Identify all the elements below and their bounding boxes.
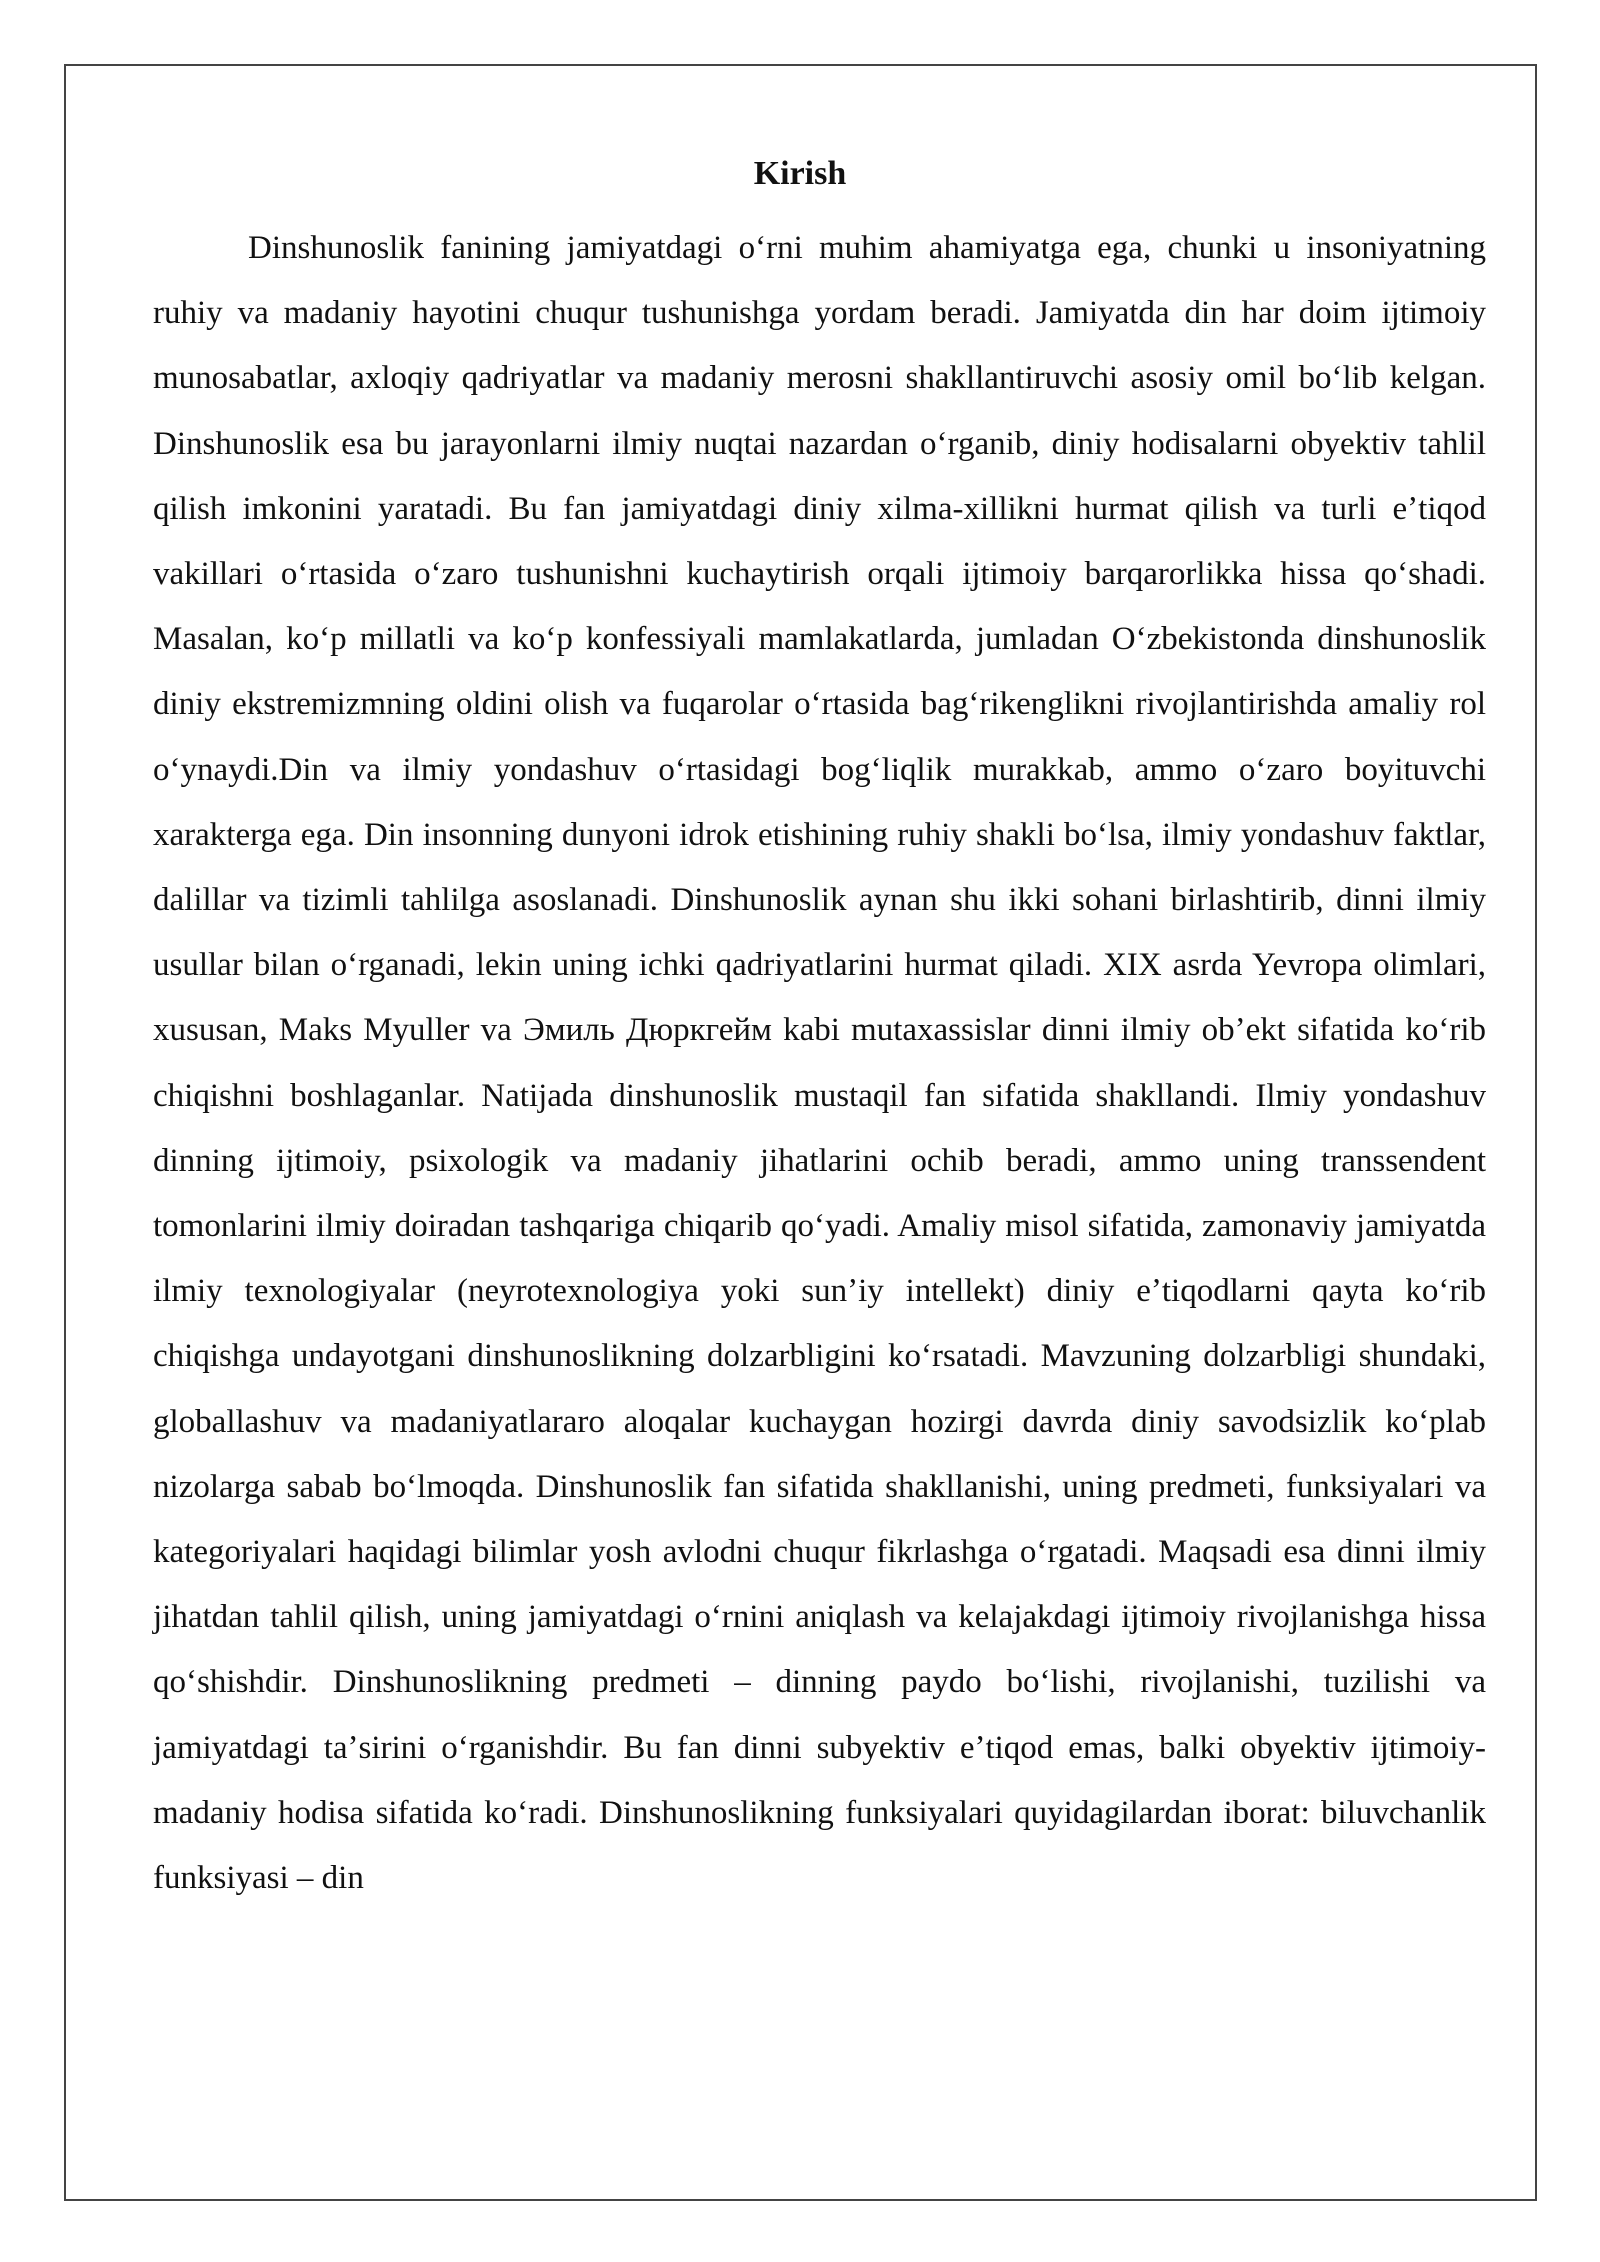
body-paragraph: Dinshunoslik fanining jamiyatdagi oʻrni muhim ahamiyatga ega, chunki u insoniyatning ruhiy va madaniy hayotini chuqur tushunishga yordam beradi. Jamiyatda din har doim ijtimoiy munosabatlar, axloqiy qadriyatlar va madaniy merosni shakllantiruvchi asosiy omil boʻlib kelgan. Dinshunoslik esa bu jarayonlarni ilmiy nuqtai nazardan oʻrganib, diniy hodisalarni obyektiv tahlil qilish imkonini yaratadi. Bu fan jamiyatdagi diniy xilma-xillikni hurmat qilish va turli eʼtiqod vakillari oʻrtasida oʻzaro tushunishni kuchaytirish orqali ijtimoiy barqarorlikka hissa qoʻshadi. Masalan, koʻp millatli va koʻp konfessiyali mamlakatlarda, jumladan Oʻzbekistonda dinshunoslik diniy ekstremizmning oldini olish va fuqarolar oʻrtasida bagʻrikenglikni rivojlantirishda amaliy rol oʻynaydi.Din va ilmiy yondashuv oʻrtasidagi bogʻliqlik murakkab, ammo oʻzaro boyituvchi xarakterga ega. Din insonning dunyoni idrok etishining ruhiy shakli boʻlsa, ilmiy yondashuv faktlar, dalillar va tizimli tahlilga asoslanadi. Dinshunoslik aynan shu ikki sohani birlashtirib, dinni ilmiy usullar bilan oʻrganadi, lekin uning ichki qadriyatlarini hurmat qiladi. XIX asrda Yevropa olimlari, xususan, Maks Myuller va Эмиль Дюркгейм kabi mutaxassislar dinni ilmiy obʼekt sifatida koʻrib chiqishni boshlaganlar. Natijada dinshunoslik mustaqil fan sifatida shakllandi. Ilmiy yondashuv dinning ijtimoiy, psixologik va madaniy jihatlarini ochib beradi, ammo uning transsendent tomonlarini ilmiy doiradan tashqariga chiqarib qoʻyadi. Amaliy misol sifatida, zamonaviy jamiyatda ilmiy texnologiyalar (neyrotexnologiya yoki sunʼiy intellekt) diniy eʼtiqodlarni qayta koʻrib chiqishga undayotgani dinshunoslikning dolzarbligini koʻrsatadi. Mavzuning dolzarbligi shundaki, globallashuv va madaniyatlararo aloqalar kuchaygan hozirgi davrda diniy savodsizlik koʻplab nizolarga sabab boʻlmoqda. Dinshunoslik fan sifatida shakllanishi, uning predmeti, funksiyalari va kategoriyalari haqidagi bilimlar yosh avlodni chuqur fikrlashga oʻrgatadi. Maqsadi esa dinni ilmiy jihatdan tahlil qilish, uning jamiyatdagi oʻrnini aniqlash va kelajakdagi ijtimoiy rivojlanishga hissa qoʻshishdir. Dinshunoslikning predmeti – dinning paydo boʻlishi, rivojlanishi, tuzilishi va jamiyatdagi taʼsirini oʻrganishdir. Bu fan dinni subyektiv eʼtiqod emas, balki obyektiv ijtimoiy-madaniy hodisa sifatida koʻradi. Dinshunoslikning funksiyalari quyidagilardan iborat: biluvchanlik funksiyasi – din — [153, 230, 1486, 1897]
document-title: Kirish — [753, 155, 847, 192]
